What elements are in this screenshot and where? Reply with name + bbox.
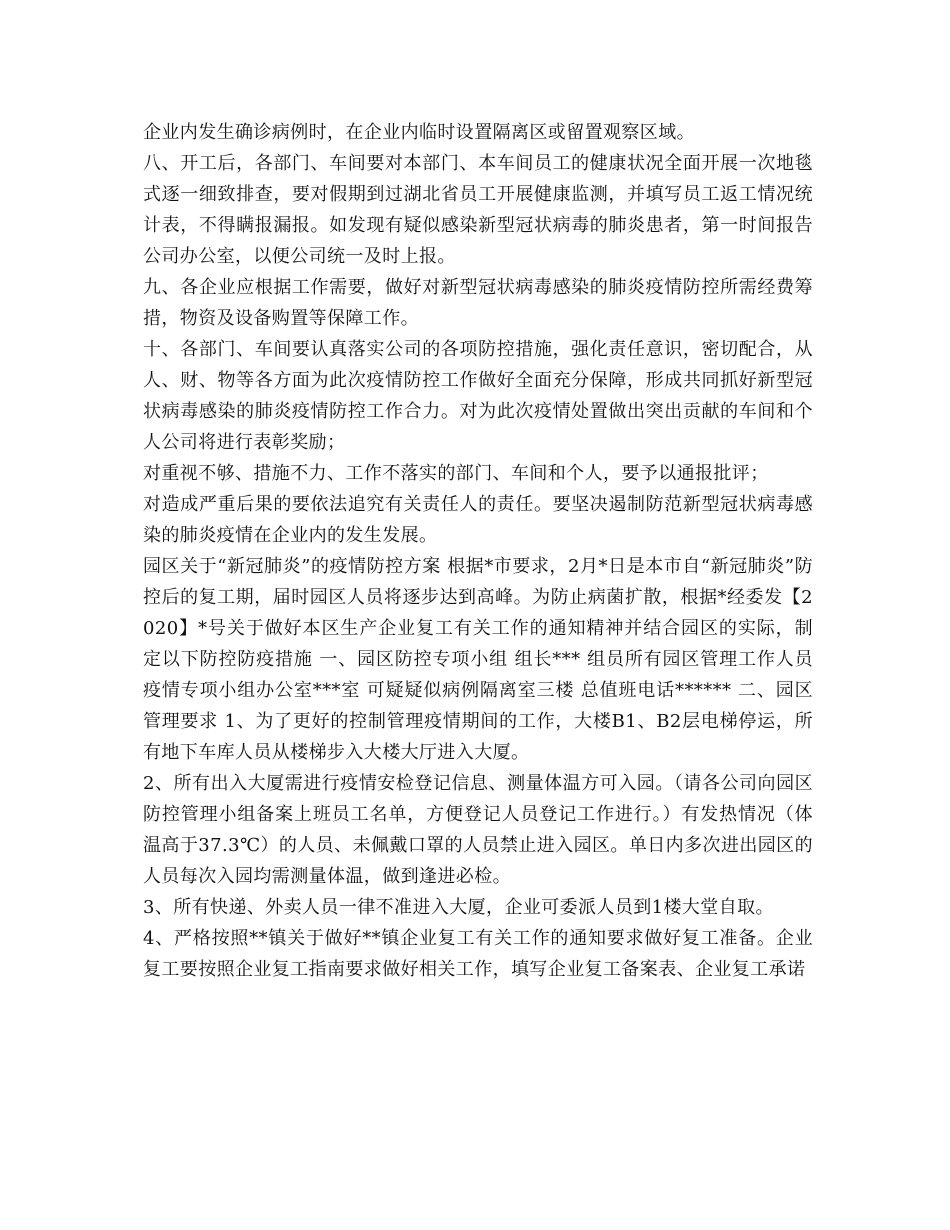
paragraph-item-9: 九、各企业应根据工作需要，做好对新型冠状病毒感染的肺炎疫情防控所需经费筹措，物资及设备购置等保障工作。 bbox=[143, 277, 813, 329]
paragraph-park-plan: 园区关于“新冠肺炎”的疫情防控方案 根据*市要求，2月*日是本市自“新冠肺炎”防控后的复工期，届时园区人员将逐步达到高峰。为防止病菌扩散，根据*经委发【2020】*号关于做好本区生产企业复工有关工作的通知精神并结合园区的实际，制定以下防控防疫措施 一、园区防控专项小组 组长*** 组员所有园区管理工作人员 疫情专项小组办公室***室 可疑疑似病例隔离室三楼 总值班电话****** 二、园区管理要求 1、为了更好的控制管理疫情期间的工作，大楼B1、B2层电梯停运，所有地下车库人员从楼梯步入大楼大厅进入大厦。 bbox=[143, 556, 813, 763]
paragraph-item-8: 八、开工后，各部门、车间要对本部门、本车间员工的健康状况全面开展一次地毯式逐一细致排查，要对假期到过湖北省员工开展健康监测，并填写员工返工情况统计表，不得瞒报漏报。如发现有疑似感染新型冠状病毒的肺炎患者，第一时间报告公司办公室，以便公司统一及时上报。 bbox=[143, 153, 813, 267]
paragraph-item-10: 十、各部门、车间要认真落实公司的各项防控措施，强化责任意识，密切配合，从人、财、物等各方面为此次疫情防控工作做好全面充分保障，形成共同抓好新型冠状病毒感染的肺炎疫情防控工作合力。对为此次疫情处置做出突出贡献的车间和个人公司将进行表彰奖励； bbox=[143, 339, 813, 453]
paragraph-park-rule-2: 2、所有出入大厦需进行疫情安检登记信息、测量体温方可入园。（请各公司向园区防控管理小组备案上班员工名单，方便登记人员登记工作进行。）有发热情况（体温高于37.3℃）的人员、未佩戴口罩的人员禁止进入园区。单日内多次进出园区的人员每次入园均需测量体温，做到逢进必检。 bbox=[143, 773, 813, 887]
paragraph-accountability: 对造成严重后果的要依法追究有关责任人的责任。要坚决遏制防范新型冠状病毒感染的肺炎疫情在企业内的发生发展。 bbox=[143, 494, 813, 546]
paragraph-park-rule-4: 4、严格按照**镇关于做好**镇企业复工有关工作的通知要求做好复工准备。企业复工要按照企业复工指南要求做好相关工作，填写企业复工备案表、企业复工承诺 bbox=[143, 928, 813, 980]
paragraph-criticism: 对重视不够、措施不力、工作不落实的部门、车间和个人，要予以通报批评； bbox=[143, 463, 769, 484]
document-body bbox=[143, 117, 813, 985]
paragraph-isolation-area: 企业内发生确诊病例时，在企业内临时设置隔离区或留置观察区域。 bbox=[143, 122, 695, 143]
paragraph-park-rule-3: 3、所有快递、外卖人员一律不准进入大厦，企业可委派人员到1楼大堂自取。 bbox=[143, 897, 774, 918]
